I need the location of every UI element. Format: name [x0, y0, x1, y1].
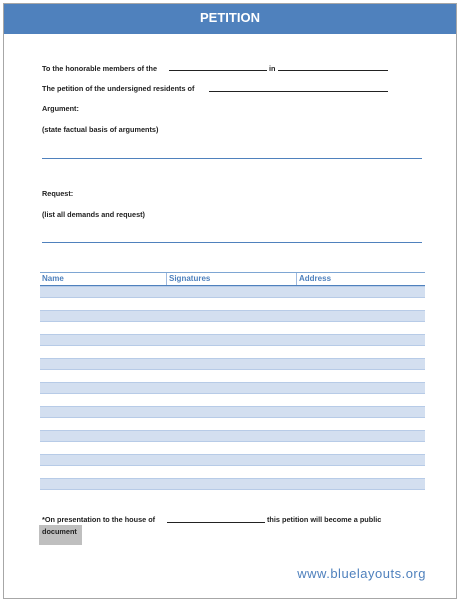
request-rule[interactable]	[42, 242, 422, 243]
table-row[interactable]	[40, 394, 425, 406]
line2-label: The petition of the undersigned residents of	[42, 84, 195, 93]
footer-note-label: *On presentation to the house of	[42, 515, 156, 524]
table-row[interactable]	[40, 442, 425, 454]
table-row[interactable]	[40, 346, 425, 358]
table-row[interactable]	[40, 418, 425, 430]
line1-label: To the honorable members of the	[42, 64, 158, 73]
table-row[interactable]	[40, 454, 425, 466]
request-hint: (list all demands and request)	[42, 210, 145, 219]
table-row[interactable]	[40, 370, 425, 382]
blank-location-field[interactable]	[278, 70, 388, 71]
signature-table	[40, 272, 425, 502]
table-row[interactable]	[40, 478, 425, 490]
table-row[interactable]	[40, 310, 425, 322]
table-row[interactable]	[40, 430, 425, 442]
line1-in: in	[269, 64, 276, 73]
column-header-signatures: Signatures	[166, 273, 296, 285]
blank-residents-field[interactable]	[209, 91, 388, 92]
table-row[interactable]	[40, 286, 425, 298]
table-row[interactable]	[40, 322, 425, 334]
column-header-name: Name	[42, 274, 64, 283]
table-body	[40, 286, 425, 502]
table-row[interactable]	[40, 466, 425, 478]
argument-hint: (state factual basis of arguments)	[42, 125, 159, 134]
blank-house-field[interactable]	[167, 522, 265, 523]
blank-members-field[interactable]	[169, 70, 267, 71]
table-row[interactable]	[40, 490, 425, 502]
website-link[interactable]: www.bluelayouts.org	[297, 566, 426, 581]
table-row[interactable]	[40, 334, 425, 346]
table-row[interactable]	[40, 298, 425, 310]
table-row[interactable]	[40, 406, 425, 418]
table-row[interactable]	[40, 382, 425, 394]
column-header-address: Address	[296, 273, 425, 285]
petition-page	[3, 3, 457, 599]
table-row[interactable]	[40, 358, 425, 370]
argument-label: Argument:	[42, 104, 79, 113]
argument-rule[interactable]	[42, 158, 422, 159]
footer-note-continued: this petition will become a public	[267, 515, 382, 524]
request-label: Request:	[42, 189, 74, 198]
table-header	[40, 272, 425, 286]
page-title: PETITION	[4, 4, 456, 34]
footer-note-end: document	[42, 527, 77, 536]
